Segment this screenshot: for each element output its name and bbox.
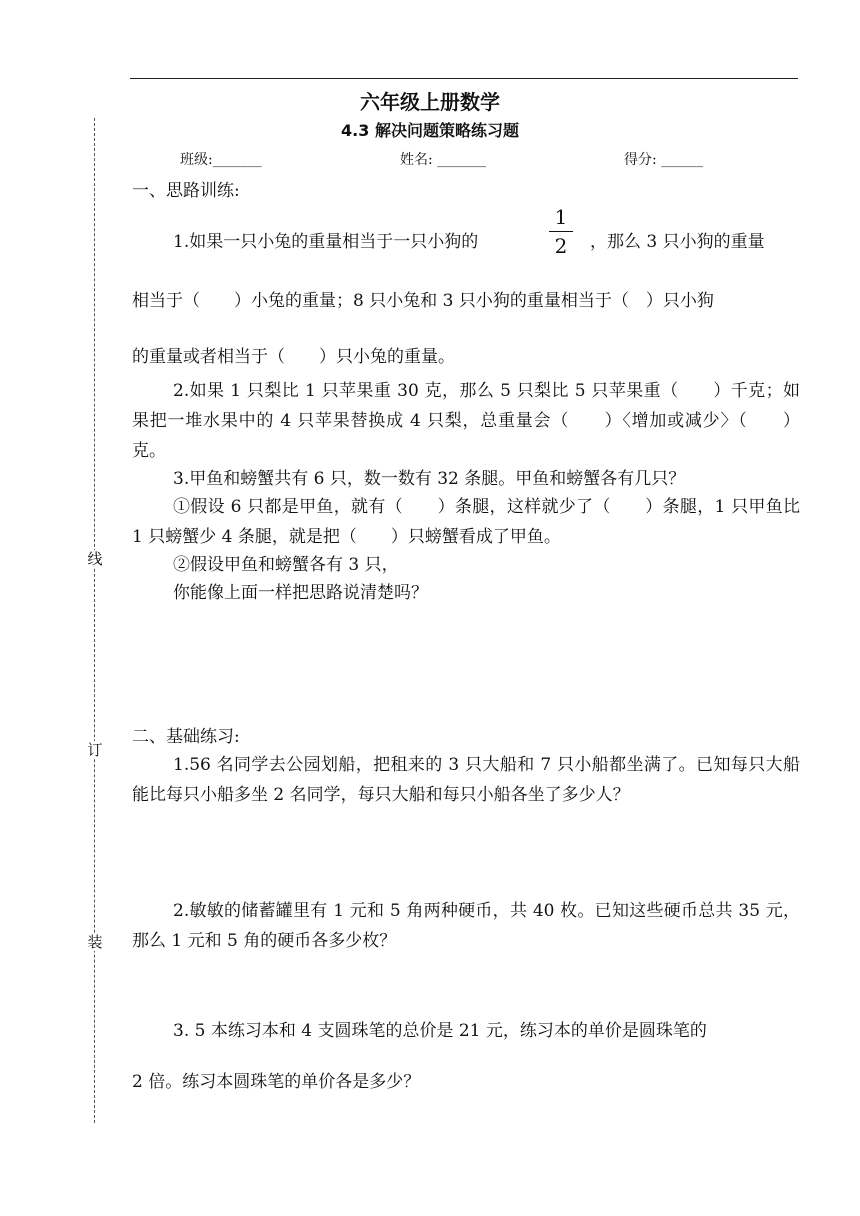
binding-char-ding: 订 xyxy=(87,741,103,759)
fraction-denominator: 2 xyxy=(554,234,568,258)
fraction-bar xyxy=(549,231,573,232)
binding-line xyxy=(94,118,95,1123)
basic-question-2: 2.敏敏的储蓄罐里有 1 元和 5 角两种硬币，共 40 枚。已知这些硬币总共 35 元，那么 1 元和 5 角的硬币各多少枚？ xyxy=(132,901,800,951)
section-heading-thinking: 一、思路训练: xyxy=(132,181,240,201)
basic-question-3-line-2: 2 倍。练习本圆珠笔的单价各是多少？ xyxy=(132,1072,421,1092)
score-field: 得分: ______ xyxy=(624,152,704,168)
question-3-hint-a: ①假设 6 只都是甲鱼，就有（ ）条腿，这样就少了（ ）条腿，1 只甲鱼比 1 只螃蟹少 4 条腿，就是把（ ）只螃蟹看成了甲鱼。 xyxy=(132,497,800,547)
question-1-line-3: 的重量或者相当于（ ）只小兔的重量。 xyxy=(132,347,455,367)
question-1-line-2: 相当于（ ）小兔的重量；8 只小兔和 3 只小狗的重量相当于（ ）只小狗 xyxy=(132,291,714,311)
header-rule xyxy=(130,78,798,79)
question-2: 2.如果 1 只梨比 1 只苹果重 30 克，那么 5 只梨比 5 只苹果重（ ）千克；如果把一堆水果中的 4 只苹果替换成 4 只梨，总重量会（ ）〈增加或减少〉（ ）克。 xyxy=(132,381,800,461)
basic-question-1: 1.56 名同学去公园划船，把租来的 3 只大船和 7 只小船都坐满了。已知每只大船能比每只小船多坐 2 名同学，每只大船和每只小船各坐了多少人？ xyxy=(132,755,800,805)
binding-char-zhuang: 装 xyxy=(87,933,103,951)
question-1-text: 1.如果一只小兔的重量相当于一只小狗的 xyxy=(173,232,479,252)
class-field: 班级:_______ xyxy=(180,152,262,168)
question-3-hint-b: ②假设甲鱼和螃蟹各有 3 只， xyxy=(173,555,399,575)
question-1-text-cont: ，那么 3 只小狗的重量 xyxy=(590,232,765,252)
question-3: 3.甲鱼和螃蟹共有 6 只，数一数有 32 条腿。甲鱼和螃蟹各有几只？ xyxy=(173,469,686,489)
page-subtitle: 4.3 解决问题策略练习题 xyxy=(341,121,519,140)
name-field: 姓名: _______ xyxy=(400,152,487,168)
page-title: 六年级上册数学 xyxy=(360,90,500,114)
fraction-numerator: 1 xyxy=(554,205,568,229)
fraction-one-half xyxy=(546,205,576,258)
basic-question-3-line-1: 3. 5 本练习本和 4 支圆珠笔的总价是 21 元，练习本的单价是圆珠笔的 xyxy=(173,1021,707,1041)
section-heading-basic: 二、基础练习: xyxy=(132,727,240,747)
question-3-prompt: 你能像上面一样把思路说清楚吗？ xyxy=(173,583,428,603)
binding-char-xian: 线 xyxy=(87,550,103,568)
